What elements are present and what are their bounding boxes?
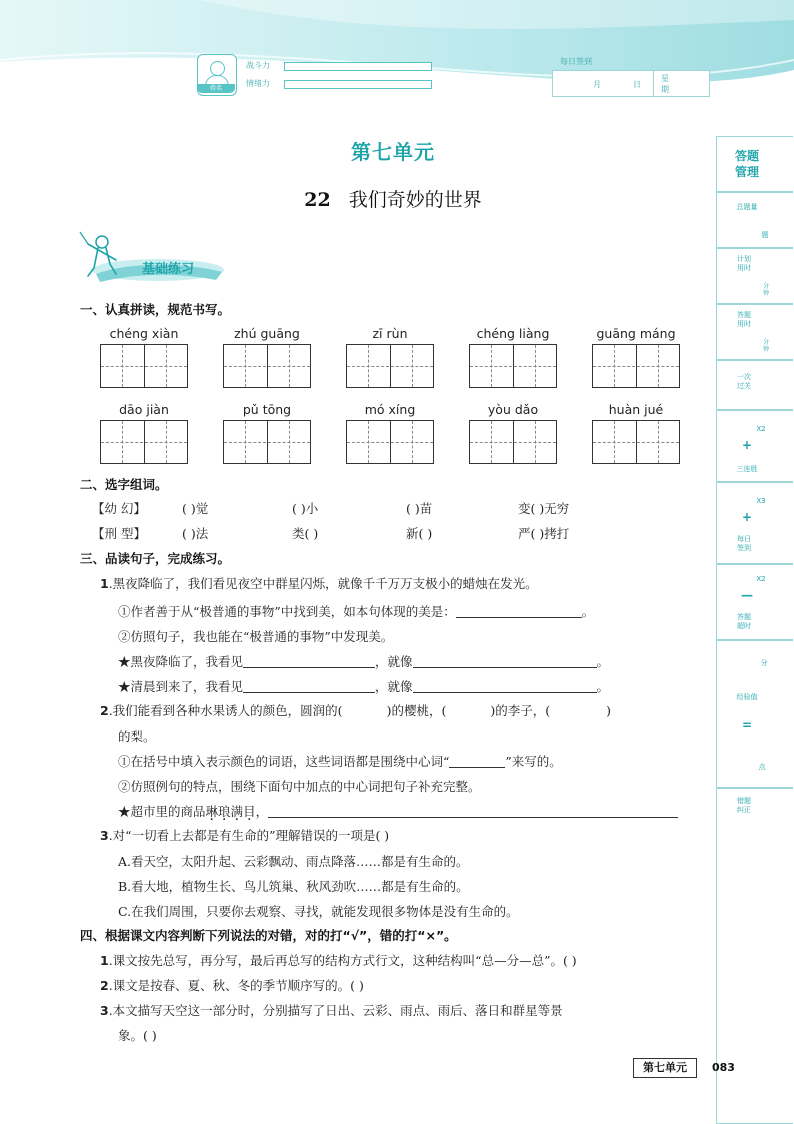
- judge-item-2[interactable]: 2.课文是按春、夏、秋、冬的季节顺序写的。( ): [100, 978, 364, 993]
- fill-item[interactable]: ( )苗: [406, 501, 433, 516]
- panel-ans-2: 用时: [737, 320, 751, 328]
- banner-title: 基础练习: [142, 262, 195, 277]
- panel-x2: X2: [756, 425, 766, 433]
- panel-plus: +: [741, 510, 753, 524]
- answer-line[interactable]: [243, 655, 375, 668]
- pinyin: chéng xiàn: [109, 326, 179, 341]
- section4-heading: 四、根据课文内容判断下列说法的对错，对的打“√”，错的打“×”。: [80, 928, 457, 943]
- q3-text: 3.对“一切看上去都是有生命的”理解错误的一项是( ): [100, 828, 390, 843]
- lesson-title: [0, 185, 786, 212]
- panel-err-2: 纠正: [737, 806, 751, 814]
- checkin-week-1: 星: [661, 74, 669, 83]
- writing-grid[interactable]: [223, 344, 311, 388]
- panel-total-label: 总题量: [736, 203, 758, 211]
- checkin-box: [552, 70, 710, 97]
- writing-grid[interactable]: [100, 344, 188, 388]
- panel-plan-min-1: 分: [762, 283, 769, 290]
- panel-daily-cell: [716, 482, 793, 564]
- pinyin: chéng liàng: [476, 326, 550, 341]
- writing-grid[interactable]: [223, 420, 311, 464]
- pinyin: zhú guāng: [234, 326, 300, 341]
- checkin-day: 日: [633, 80, 641, 89]
- writing-grid[interactable]: [346, 344, 434, 388]
- judge-item-3-cont: 象。( ): [118, 1028, 157, 1043]
- panel-title-1: 答题: [734, 149, 759, 163]
- panel-title-cell: [716, 136, 793, 192]
- q3-option-a[interactable]: A.看天空，太阳升起、云彩飘动、雨点降落……都是有生命的。: [118, 854, 469, 869]
- fill-item[interactable]: ( )法: [182, 526, 209, 541]
- lesson-number: 22: [304, 189, 331, 211]
- writing-grid[interactable]: [100, 420, 188, 464]
- writing-grid[interactable]: [469, 420, 557, 464]
- panel-minus: —: [741, 588, 753, 602]
- panel-streak-cell: [716, 410, 793, 482]
- panel-once-1: 一次: [737, 373, 751, 381]
- fill-item[interactable]: 严( )拷打: [518, 526, 570, 541]
- pinyin: pǔ tōng: [242, 402, 292, 417]
- q3-option-b[interactable]: B.看大地，植物生长、鸟儿筑巢、秋风劲吹……都是有生命的。: [118, 879, 469, 894]
- panel-exp: 经验值: [736, 693, 758, 701]
- panel-ans-1: 答题: [737, 311, 751, 319]
- q2-sub-a: ①在括号中填入表示颜色的词语，这些词语都是围绕中心词“ ”来写的。: [118, 754, 562, 769]
- q1-sub-d: ★清晨到来了，我看见 ，就像 。: [118, 679, 610, 694]
- avatar-label: 姓名: [197, 84, 235, 93]
- char-pair: 【刑 型】: [92, 526, 146, 541]
- panel-total-unit: 题: [761, 231, 769, 239]
- fill-item[interactable]: 变( )无穷: [518, 501, 570, 516]
- panel-title-2: 管理: [734, 165, 759, 179]
- panel-x2b: X2: [756, 575, 766, 583]
- pinyin: zī rùn: [372, 326, 408, 341]
- section2-heading: 二、选字组词。: [80, 477, 168, 492]
- fill-item[interactable]: ( )小: [292, 501, 319, 516]
- checkin-label: 每日签到: [560, 57, 592, 66]
- answer-line[interactable]: [268, 805, 678, 818]
- panel-x3: X3: [756, 497, 766, 505]
- panel-three-streak: 三连胜: [736, 465, 758, 473]
- panel-once-2: 过关: [737, 382, 751, 390]
- stat-label-combat: 战斗力: [246, 61, 270, 70]
- panel-daily-2: 签到: [737, 544, 751, 552]
- q1-sub-a: ①作者善于从“极普通的事物”中找到美，如本句体现的美是： 。: [118, 604, 595, 619]
- pinyin: guāng máng: [596, 326, 676, 341]
- section3-heading: 三、品读句子，完成练习。: [80, 551, 231, 566]
- fill-item[interactable]: 新( ): [406, 526, 433, 541]
- fill-item[interactable]: ( )觉: [182, 501, 209, 516]
- answer-management-panel: [716, 136, 794, 1122]
- answer-line[interactable]: [413, 655, 597, 668]
- lesson-name: 我们奇妙的世界: [348, 189, 482, 211]
- stat-bar-combat: [284, 62, 432, 71]
- q1-sub-b: ②仿照句子，我也能在“极普通的事物”中发现美。: [118, 629, 394, 644]
- panel-equals: =: [741, 718, 753, 732]
- pinyin: yòu dǎo: [487, 402, 539, 417]
- q2-sub-c: ★超市里的商品琳琅满目，: [118, 802, 678, 820]
- pinyin: mó xíng: [364, 402, 416, 417]
- footer-unit: 第七单元: [633, 1058, 697, 1078]
- checkin-month: 月: [593, 80, 601, 89]
- q2-text-cont: 的梨。: [118, 729, 156, 744]
- judge-item-1[interactable]: 1.课文按先总写，再分写，最后再总写的结构方式行文，这种结构叫“总—分—总”。( ): [100, 953, 577, 968]
- panel-answer-time-cell: [716, 304, 793, 360]
- q1-sub-c: ★黑夜降临了，我看见 ，就像 。: [118, 654, 610, 669]
- panel-overtime-cell: [716, 564, 793, 640]
- panel-plus: +: [741, 438, 753, 452]
- panel-ans-min-2: 钟: [762, 346, 769, 353]
- answer-line[interactable]: [243, 680, 375, 693]
- panel-plan-min-2: 钟: [762, 290, 769, 297]
- panel-plan-cell: [716, 248, 793, 304]
- panel-daily-1: 每日: [737, 535, 751, 543]
- answer-line[interactable]: [456, 605, 582, 618]
- panel-ans-min-1: 分: [762, 339, 769, 346]
- page-number: 083: [712, 1061, 735, 1074]
- panel-plan-1: 计划: [737, 255, 751, 263]
- panel-dian: 点: [758, 763, 766, 771]
- char-pair: 【幼 幻】: [92, 501, 146, 516]
- panel-over-1: 答题: [737, 613, 751, 621]
- unit-title: 第七单元: [351, 140, 435, 164]
- writing-grid[interactable]: [469, 344, 557, 388]
- answer-line[interactable]: [449, 755, 505, 768]
- judge-item-3[interactable]: 3.本文描写天空这一部分时，分别描写了日出、云彩、雨点、雨后、落日和群星等景: [100, 1003, 563, 1018]
- panel-score-cell: [716, 640, 793, 788]
- panel-err-1: 错题: [737, 797, 751, 805]
- q2-sub-b: ②仿照例句的特点，围绕下面句中加点的中心词把句子补充完整。: [118, 779, 481, 794]
- section1-heading: 一、认真拼读，规范书写。: [80, 302, 231, 317]
- stat-bar-mood: [284, 80, 432, 89]
- answer-line[interactable]: [413, 680, 597, 693]
- pinyin: dāo jiàn: [119, 402, 169, 417]
- q1-text: 1.黑夜降临了，我们看见夜空中群星闪烁，就像千千万万支极小的蜡烛在发光。: [100, 576, 538, 591]
- panel-once-cell: [716, 360, 793, 410]
- writing-grid[interactable]: [346, 420, 434, 464]
- panel-fen: 分: [760, 659, 768, 667]
- panel-over-2: 超时: [737, 622, 751, 630]
- pinyin: huàn jué: [608, 402, 664, 417]
- panel-plan-2: 用时: [737, 264, 751, 272]
- checkin-week-2: 期: [661, 85, 669, 94]
- fill-item[interactable]: 类( ): [292, 526, 319, 541]
- q2-text: 2.我们能看到各种水果诱人的颜色，圆润的( )的樱桃，( )的李子，( ): [100, 703, 611, 718]
- writing-grid[interactable]: [592, 344, 680, 388]
- stat-label-mood: 情绪力: [246, 79, 270, 88]
- q3-option-c[interactable]: C.在我们周围，只要你去观察、寻找，就能发现很多物体是没有生命的。: [118, 904, 519, 919]
- writing-grid[interactable]: [592, 420, 680, 464]
- panel-total-cell: [716, 192, 793, 248]
